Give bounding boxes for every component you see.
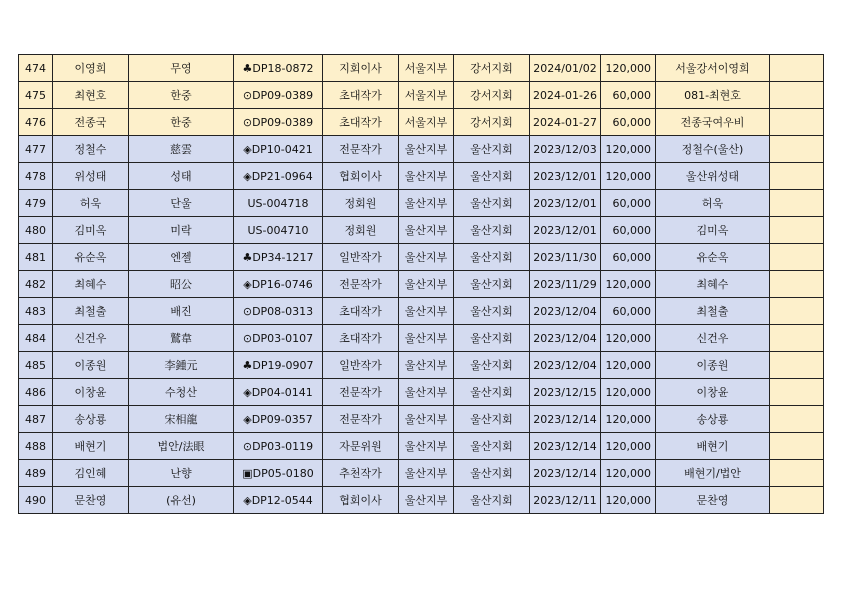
role-cell[interactable]: 자문위원 bbox=[323, 433, 399, 460]
chapter-cell[interactable]: 강서지회 bbox=[454, 55, 530, 82]
row-number-cell[interactable]: 486 bbox=[19, 379, 53, 406]
chapter-cell[interactable]: 울산지회 bbox=[454, 136, 530, 163]
role-cell[interactable]: 초대작가 bbox=[323, 109, 399, 136]
row-number-cell[interactable]: 484 bbox=[19, 325, 53, 352]
date-cell[interactable]: 2023/12/04 bbox=[530, 325, 601, 352]
member-code-cell[interactable]: ♣DP18-0872 bbox=[234, 55, 323, 82]
member-code-cell[interactable]: ⊙DP03-0119 bbox=[234, 433, 323, 460]
row-number-cell[interactable]: 485 bbox=[19, 352, 53, 379]
pen-name-cell[interactable]: 법안/法眼 bbox=[129, 433, 234, 460]
amount-cell[interactable]: 120,000 bbox=[601, 136, 656, 163]
member-code-cell[interactable]: ⊙DP08-0313 bbox=[234, 298, 323, 325]
memo-cell[interactable] bbox=[770, 406, 824, 433]
member-code-cell[interactable]: ◈DP12-0544 bbox=[234, 487, 323, 514]
row-number-cell[interactable]: 489 bbox=[19, 460, 53, 487]
date-cell[interactable]: 2023/12/14 bbox=[530, 460, 601, 487]
amount-cell[interactable]: 120,000 bbox=[601, 406, 656, 433]
branch-cell[interactable]: 서울지부 bbox=[399, 82, 454, 109]
amount-cell[interactable]: 120,000 bbox=[601, 325, 656, 352]
member-code-cell[interactable]: ⊙DP09-0389 bbox=[234, 109, 323, 136]
memo-cell[interactable] bbox=[770, 55, 824, 82]
payer-cell[interactable]: 유순옥 bbox=[656, 244, 770, 271]
role-cell[interactable]: 추천작가 bbox=[323, 460, 399, 487]
amount-cell[interactable]: 120,000 bbox=[601, 379, 656, 406]
member-name-cell[interactable]: 허욱 bbox=[53, 190, 129, 217]
chapter-cell[interactable]: 울산지회 bbox=[454, 298, 530, 325]
payer-cell[interactable]: 정철수(울산) bbox=[656, 136, 770, 163]
chapter-cell[interactable]: 울산지회 bbox=[454, 433, 530, 460]
role-cell[interactable]: 일반작가 bbox=[323, 244, 399, 271]
row-number-cell[interactable]: 488 bbox=[19, 433, 53, 460]
branch-cell[interactable]: 울산지부 bbox=[399, 298, 454, 325]
memo-cell[interactable] bbox=[770, 109, 824, 136]
amount-cell[interactable]: 120,000 bbox=[601, 55, 656, 82]
date-cell[interactable]: 2023/12/15 bbox=[530, 379, 601, 406]
member-name-cell[interactable]: 김인혜 bbox=[53, 460, 129, 487]
amount-cell[interactable]: 120,000 bbox=[601, 460, 656, 487]
row-number-cell[interactable]: 474 bbox=[19, 55, 53, 82]
table-row bbox=[19, 379, 824, 406]
pen-name-cell[interactable]: 鷲韋 bbox=[129, 325, 234, 352]
chapter-cell[interactable]: 울산지회 bbox=[454, 379, 530, 406]
chapter-cell[interactable]: 울산지회 bbox=[454, 217, 530, 244]
role-cell[interactable]: 전문작가 bbox=[323, 406, 399, 433]
member-code-cell[interactable]: ◈DP16-0746 bbox=[234, 271, 323, 298]
member-fee-table bbox=[18, 54, 824, 514]
member-name-cell[interactable]: 이종원 bbox=[53, 352, 129, 379]
chapter-cell[interactable]: 강서지회 bbox=[454, 109, 530, 136]
branch-cell[interactable]: 울산지부 bbox=[399, 136, 454, 163]
date-cell[interactable]: 2023/12/03 bbox=[530, 136, 601, 163]
payer-cell[interactable]: 김미옥 bbox=[656, 217, 770, 244]
memo-cell[interactable] bbox=[770, 433, 824, 460]
table-row bbox=[19, 109, 824, 136]
member-name-cell[interactable]: 신건우 bbox=[53, 325, 129, 352]
payer-cell[interactable]: 서울강서이영희 bbox=[656, 55, 770, 82]
date-cell[interactable]: 2024-01-26 bbox=[530, 82, 601, 109]
branch-cell[interactable]: 울산지부 bbox=[399, 487, 454, 514]
row-number-cell[interactable]: 479 bbox=[19, 190, 53, 217]
role-cell[interactable]: 초대작가 bbox=[323, 82, 399, 109]
table-row bbox=[19, 271, 824, 298]
amount-cell[interactable]: 60,000 bbox=[601, 298, 656, 325]
member-name-cell[interactable]: 배현기 bbox=[53, 433, 129, 460]
member-name-cell[interactable]: 이창윤 bbox=[53, 379, 129, 406]
memo-cell[interactable] bbox=[770, 352, 824, 379]
table-row bbox=[19, 460, 824, 487]
date-cell[interactable]: 2024/01/02 bbox=[530, 55, 601, 82]
pen-name-cell[interactable]: 난향 bbox=[129, 460, 234, 487]
table-row bbox=[19, 325, 824, 352]
row-number-cell[interactable]: 476 bbox=[19, 109, 53, 136]
memo-cell[interactable] bbox=[770, 244, 824, 271]
payer-cell[interactable]: 울산위성태 bbox=[656, 163, 770, 190]
table-row bbox=[19, 136, 824, 163]
member-code-cell[interactable]: ⊙DP03-0107 bbox=[234, 325, 323, 352]
pen-name-cell[interactable]: 미락 bbox=[129, 217, 234, 244]
branch-cell[interactable]: 서울지부 bbox=[399, 109, 454, 136]
date-cell[interactable]: 2023/12/14 bbox=[530, 406, 601, 433]
member-name-cell[interactable]: 위성태 bbox=[53, 163, 129, 190]
date-cell[interactable]: 2024-01-27 bbox=[530, 109, 601, 136]
payer-cell[interactable]: 최철출 bbox=[656, 298, 770, 325]
payer-cell[interactable]: 신건우 bbox=[656, 325, 770, 352]
branch-cell[interactable]: 울산지부 bbox=[399, 217, 454, 244]
payer-cell[interactable]: 송상룡 bbox=[656, 406, 770, 433]
table-row bbox=[19, 163, 824, 190]
role-cell[interactable]: 전문작가 bbox=[323, 379, 399, 406]
member-code-cell[interactable]: ♣DP34-1217 bbox=[234, 244, 323, 271]
chapter-cell[interactable]: 울산지회 bbox=[454, 460, 530, 487]
member-name-cell[interactable]: 전종국 bbox=[53, 109, 129, 136]
table-row bbox=[19, 190, 824, 217]
branch-cell[interactable]: 울산지부 bbox=[399, 271, 454, 298]
member-code-cell[interactable]: US-004718 bbox=[234, 190, 323, 217]
member-name-cell[interactable]: 최혜수 bbox=[53, 271, 129, 298]
branch-cell[interactable]: 울산지부 bbox=[399, 325, 454, 352]
pen-name-cell[interactable]: (유선) bbox=[129, 487, 234, 514]
payer-cell[interactable]: 이창윤 bbox=[656, 379, 770, 406]
table-row bbox=[19, 244, 824, 271]
table-row bbox=[19, 406, 824, 433]
chapter-cell[interactable]: 울산지회 bbox=[454, 271, 530, 298]
branch-cell[interactable]: 울산지부 bbox=[399, 190, 454, 217]
chapter-cell[interactable]: 울산지회 bbox=[454, 190, 530, 217]
table-body bbox=[19, 55, 824, 514]
amount-cell[interactable]: 60,000 bbox=[601, 190, 656, 217]
payer-cell[interactable]: 배현기 bbox=[656, 433, 770, 460]
member-name-cell[interactable]: 최현호 bbox=[53, 82, 129, 109]
amount-cell[interactable]: 60,000 bbox=[601, 109, 656, 136]
role-cell[interactable]: 협회이사 bbox=[323, 487, 399, 514]
amount-cell[interactable]: 120,000 bbox=[601, 352, 656, 379]
pen-name-cell[interactable]: 무영 bbox=[129, 55, 234, 82]
memo-cell[interactable] bbox=[770, 379, 824, 406]
amount-cell[interactable]: 60,000 bbox=[601, 244, 656, 271]
amount-cell[interactable]: 60,000 bbox=[601, 217, 656, 244]
table-row bbox=[19, 55, 824, 82]
branch-cell[interactable]: 울산지부 bbox=[399, 406, 454, 433]
member-name-cell[interactable]: 김미옥 bbox=[53, 217, 129, 244]
table-row bbox=[19, 82, 824, 109]
role-cell[interactable]: 전문작가 bbox=[323, 136, 399, 163]
branch-cell[interactable]: 울산지부 bbox=[399, 433, 454, 460]
amount-cell[interactable]: 120,000 bbox=[601, 271, 656, 298]
table-row bbox=[19, 352, 824, 379]
table-row bbox=[19, 433, 824, 460]
memo-cell[interactable] bbox=[770, 82, 824, 109]
branch-cell[interactable]: 울산지부 bbox=[399, 460, 454, 487]
payer-cell[interactable]: 전종국여우비 bbox=[656, 109, 770, 136]
date-cell[interactable]: 2023/12/11 bbox=[530, 487, 601, 514]
branch-cell[interactable]: 서울지부 bbox=[399, 55, 454, 82]
chapter-cell[interactable]: 울산지회 bbox=[454, 244, 530, 271]
date-cell[interactable]: 2023/11/29 bbox=[530, 271, 601, 298]
memo-cell[interactable] bbox=[770, 190, 824, 217]
memo-cell[interactable] bbox=[770, 487, 824, 514]
member-name-cell[interactable]: 최철출 bbox=[53, 298, 129, 325]
chapter-cell[interactable]: 울산지회 bbox=[454, 163, 530, 190]
member-code-cell[interactable]: ◈DP10-0421 bbox=[234, 136, 323, 163]
member-code-cell[interactable]: ⊙DP09-0389 bbox=[234, 82, 323, 109]
memo-cell[interactable] bbox=[770, 136, 824, 163]
member-code-cell[interactable]: US-004710 bbox=[234, 217, 323, 244]
row-number-cell[interactable]: 478 bbox=[19, 163, 53, 190]
payer-cell[interactable]: 081-최현호 bbox=[656, 82, 770, 109]
pen-name-cell[interactable]: 宋相龍 bbox=[129, 406, 234, 433]
payer-cell[interactable]: 문찬영 bbox=[656, 487, 770, 514]
row-number-cell[interactable]: 482 bbox=[19, 271, 53, 298]
role-cell[interactable]: 초대작가 bbox=[323, 325, 399, 352]
amount-cell[interactable]: 120,000 bbox=[601, 163, 656, 190]
date-cell[interactable]: 2023/12/04 bbox=[530, 352, 601, 379]
member-name-cell[interactable]: 이영희 bbox=[53, 55, 129, 82]
row-number-cell[interactable]: 477 bbox=[19, 136, 53, 163]
memo-cell[interactable] bbox=[770, 325, 824, 352]
row-number-cell[interactable]: 481 bbox=[19, 244, 53, 271]
date-cell[interactable]: 2023/12/14 bbox=[530, 433, 601, 460]
role-cell[interactable]: 지회이사 bbox=[323, 55, 399, 82]
memo-cell[interactable] bbox=[770, 217, 824, 244]
member-code-cell[interactable]: ▣DP05-0180 bbox=[234, 460, 323, 487]
pen-name-cell[interactable]: 李鍾元 bbox=[129, 352, 234, 379]
member-name-cell[interactable]: 유순옥 bbox=[53, 244, 129, 271]
memo-cell[interactable] bbox=[770, 271, 824, 298]
member-name-cell[interactable]: 송상룡 bbox=[53, 406, 129, 433]
memo-cell[interactable] bbox=[770, 163, 824, 190]
pen-name-cell[interactable]: 수청산 bbox=[129, 379, 234, 406]
date-cell[interactable]: 2023/12/01 bbox=[530, 163, 601, 190]
pen-name-cell[interactable]: 한중 bbox=[129, 109, 234, 136]
date-cell[interactable]: 2023/11/30 bbox=[530, 244, 601, 271]
pen-name-cell[interactable]: 엔젤 bbox=[129, 244, 234, 271]
role-cell[interactable]: 협회이사 bbox=[323, 163, 399, 190]
branch-cell[interactable]: 울산지부 bbox=[399, 244, 454, 271]
row-number-cell[interactable]: 490 bbox=[19, 487, 53, 514]
role-cell[interactable]: 정회원 bbox=[323, 217, 399, 244]
date-cell[interactable]: 2023/12/01 bbox=[530, 217, 601, 244]
pen-name-cell[interactable]: 昭公 bbox=[129, 271, 234, 298]
chapter-cell[interactable]: 울산지회 bbox=[454, 406, 530, 433]
chapter-cell[interactable]: 강서지회 bbox=[454, 82, 530, 109]
pen-name-cell[interactable]: 한중 bbox=[129, 82, 234, 109]
amount-cell[interactable]: 60,000 bbox=[601, 82, 656, 109]
member-code-cell[interactable]: ♣DP19-0907 bbox=[234, 352, 323, 379]
member-code-cell[interactable]: ◈DP04-0141 bbox=[234, 379, 323, 406]
chapter-cell[interactable]: 울산지회 bbox=[454, 325, 530, 352]
branch-cell[interactable]: 울산지부 bbox=[399, 352, 454, 379]
member-code-cell[interactable]: ◈DP09-0357 bbox=[234, 406, 323, 433]
member-name-cell[interactable]: 문찬영 bbox=[53, 487, 129, 514]
memo-cell[interactable] bbox=[770, 298, 824, 325]
chapter-cell[interactable]: 울산지회 bbox=[454, 352, 530, 379]
role-cell[interactable]: 초대작가 bbox=[323, 298, 399, 325]
date-cell[interactable]: 2023/12/01 bbox=[530, 190, 601, 217]
branch-cell[interactable]: 울산지부 bbox=[399, 379, 454, 406]
amount-cell[interactable]: 120,000 bbox=[601, 433, 656, 460]
payer-cell[interactable]: 배현기/법안 bbox=[656, 460, 770, 487]
pen-name-cell[interactable]: 배진 bbox=[129, 298, 234, 325]
pen-name-cell[interactable]: 단울 bbox=[129, 190, 234, 217]
date-cell[interactable]: 2023/12/04 bbox=[530, 298, 601, 325]
payer-cell[interactable]: 허욱 bbox=[656, 190, 770, 217]
payer-cell[interactable]: 최혜수 bbox=[656, 271, 770, 298]
role-cell[interactable]: 전문작가 bbox=[323, 271, 399, 298]
member-name-cell[interactable]: 정철수 bbox=[53, 136, 129, 163]
table-row bbox=[19, 487, 824, 514]
member-code-cell[interactable]: ◈DP21-0964 bbox=[234, 163, 323, 190]
role-cell[interactable]: 정회원 bbox=[323, 190, 399, 217]
chapter-cell[interactable]: 울산지회 bbox=[454, 487, 530, 514]
role-cell[interactable]: 일반작가 bbox=[323, 352, 399, 379]
payer-cell[interactable]: 이종원 bbox=[656, 352, 770, 379]
row-number-cell[interactable]: 487 bbox=[19, 406, 53, 433]
row-number-cell[interactable]: 480 bbox=[19, 217, 53, 244]
row-number-cell[interactable]: 475 bbox=[19, 82, 53, 109]
table-row bbox=[19, 217, 824, 244]
table-row bbox=[19, 298, 824, 325]
pen-name-cell[interactable]: 慈雲 bbox=[129, 136, 234, 163]
row-number-cell[interactable]: 483 bbox=[19, 298, 53, 325]
amount-cell[interactable]: 120,000 bbox=[601, 487, 656, 514]
branch-cell[interactable]: 울산지부 bbox=[399, 163, 454, 190]
pen-name-cell[interactable]: 성태 bbox=[129, 163, 234, 190]
memo-cell[interactable] bbox=[770, 460, 824, 487]
